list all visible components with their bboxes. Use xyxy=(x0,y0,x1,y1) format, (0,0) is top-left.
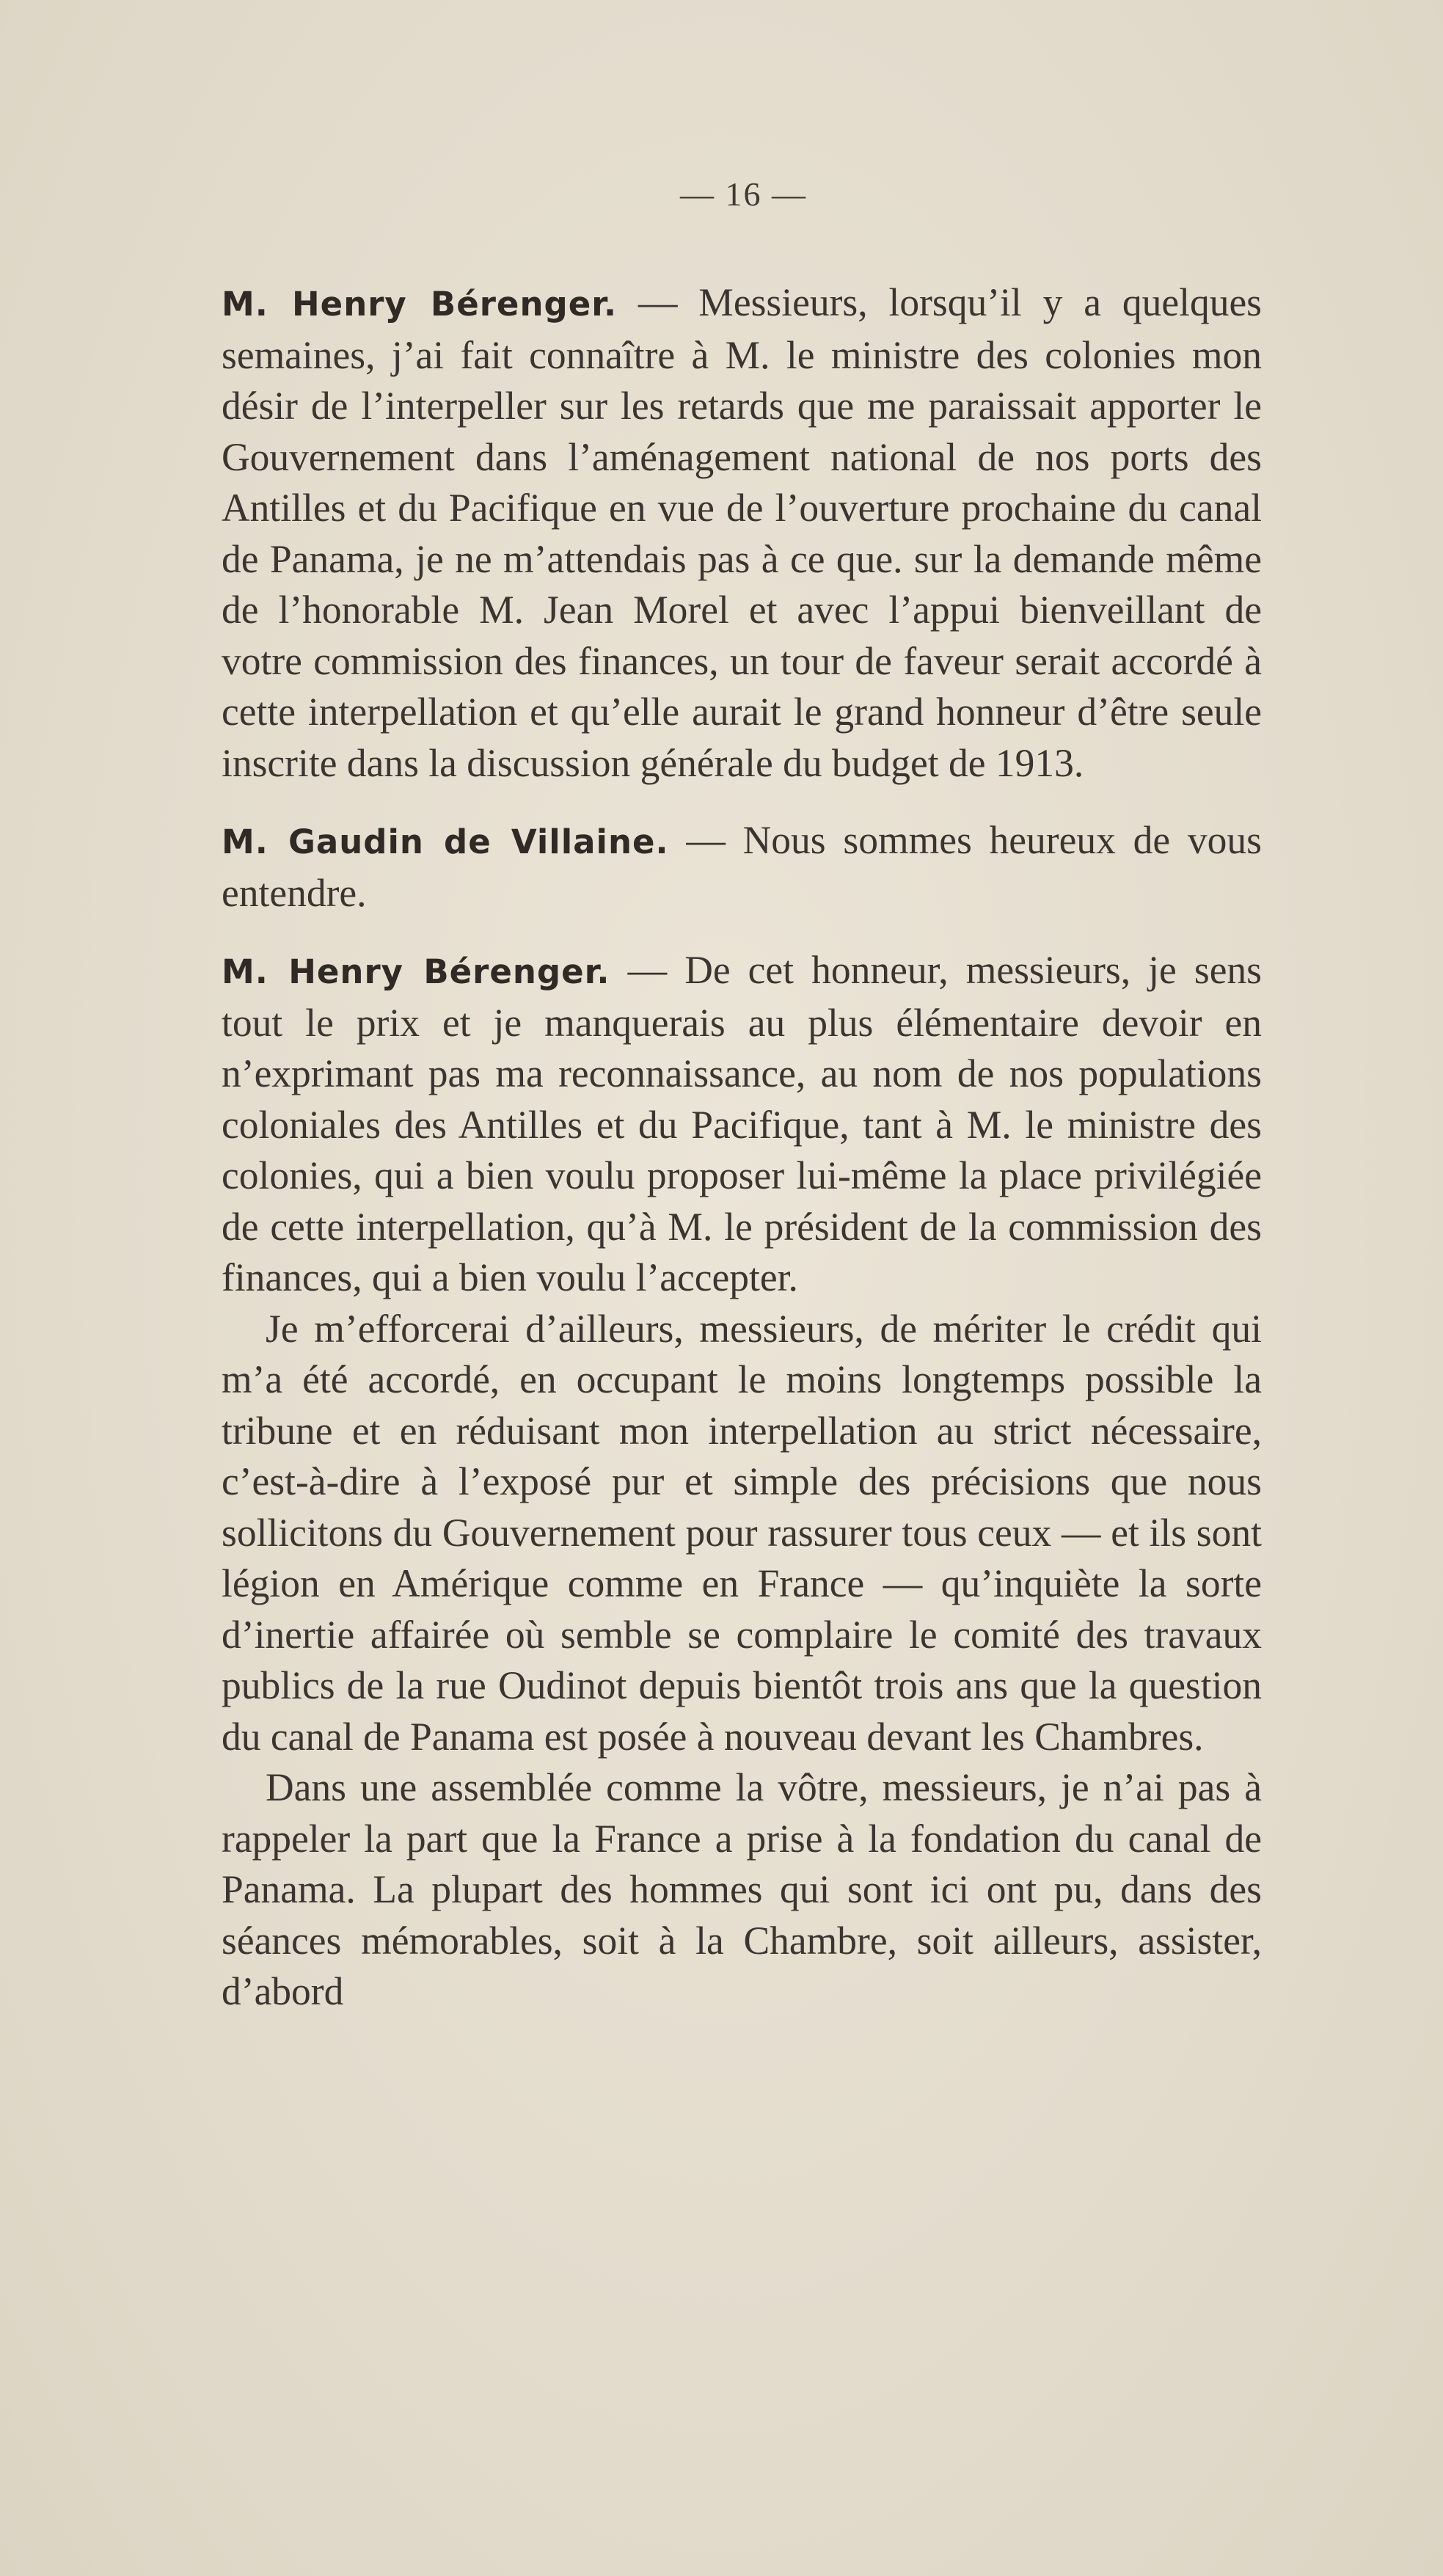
paragraph-text: — De cet honneur, messieurs, je sens tout le prix et je manquerais au plus élémentaire devoir en n’exprimant pas ma reconnaissance, au nom de nos populations coloniales des Antilles et du Pacifique, tant à M. le ministre des colonies, qui a bien voulu proposer lui-même la place privilégiée de cette interpellation, qu’à M. le président de la commission des finances, qui a bien voulu l’accepter. xyxy=(222,948,1263,1299)
paragraph-text: Dans une assemblée comme la vôtre, messieurs, je n’ai pas à rappeler la part que la France a prise à la fondation du canal de Panama. La plupart des hommes qui sont ici ont pu, dans des séances mémorables, soit à la Chambre, soit ailleurs, assister, d’abord xyxy=(222,1765,1262,2013)
speaker-name: M. Henry Bérenger. xyxy=(222,285,618,324)
paragraph-gaudin xyxy=(222,815,1262,919)
paragraph-text: — Nous sommes heureux de vous entendre. xyxy=(222,818,1262,915)
speaker-name: M. Henry Bérenger. xyxy=(222,952,610,991)
paragraph-berenger-1 xyxy=(222,277,1262,789)
paragraph-text: Je m’efforcerai d’ailleurs, messieurs, de mériter le crédit qui m’a été accordé, en occupant le moins longtemps possible la tribune et en réduisant mon interpellation au strict nécessaire, c’est-à-dire à l’exposé pur et simple des précisions que nous sollicitons du Gouvernement pour rassurer tous ceux — et ils sont légion en Amérique comme en France — qu’inquiète la sorte d’inertie affairée où semble se complaire le comité des travaux publics de la rue Oudinot depuis bientôt trois ans que la question du canal de Panama est posée à nouveau devant les Chambres. xyxy=(222,1306,1262,1759)
page-number: — 16 — xyxy=(680,175,807,213)
speaker-name: M. Gaudin de Villaine. xyxy=(222,822,669,861)
paragraph-berenger-2 xyxy=(222,945,1262,1304)
body-text xyxy=(222,277,1262,2018)
paragraph-continuation-2 xyxy=(222,1762,1262,2018)
paragraph-text: — Messieurs, lorsqu’il y a quelques semaines, j’ai fait connaître à M. le ministre des colonies mon désir de l’interpeller sur les retards que me paraissait apporter le Gouvernement dans l’aménagement national de nos ports des Antilles et du Pacifique en vue de l’ouverture prochaine du canal de Panama, je ne m’attendais pas à ce que. sur la demande même de l’honorable M. Jean Morel et avec l’appui bienveillant de votre commission des finances, un tour de faveur serait accordé à cette interpellation et qu’elle aurait le grand honneur d’être seule inscrite dans la discussion générale du budget de 1913. xyxy=(222,280,1263,785)
paragraph-continuation-1 xyxy=(222,1304,1262,1763)
